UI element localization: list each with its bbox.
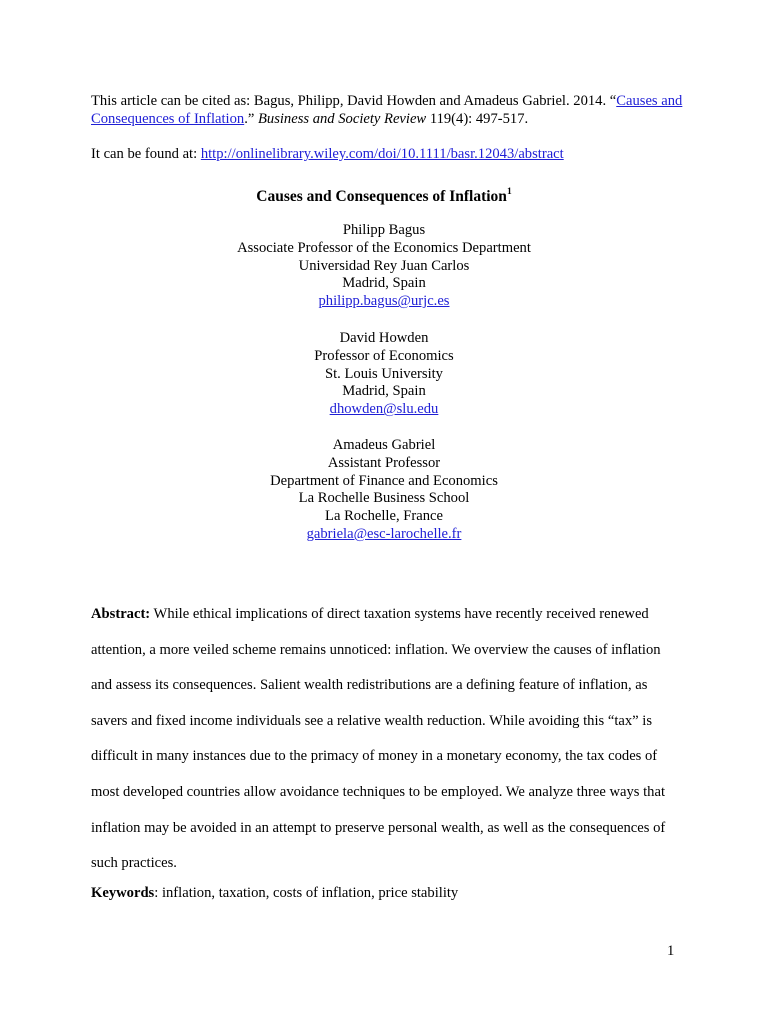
citation-after-link: .” [244, 110, 258, 127]
author-name: Amadeus Gabriel [332, 437, 436, 453]
author-location: Madrid, Spain [342, 275, 426, 292]
author-location: Madrid, Spain [342, 383, 426, 400]
paper-title-text: Causes and Consequences of Inflation [256, 188, 507, 206]
abstract-label: Abstract: [91, 606, 151, 622]
abstract-text: While ethical implications of direct taxation systems have recently received renewed attention, a more veiled scheme remains unnoticed: inflation. We overview the causes of inflation and assess its consequences. Salient wealth redistributions are a defining feature of inflation, as savers and fixed income individuals see a relative wealth reduction. While avoiding this “tax” is difficult in many instances due to the primacy of money in a monetary economy, the tax codes of most developed countries allow avoidance techniques to be employed. We analyze three ways that inflation may be avoided in an attempt to preserve personal wealth, as well as the consequences of such practices. [91, 606, 666, 872]
author-block-3 [0, 437, 768, 544]
abstract-paragraph [91, 597, 681, 882]
page-number: 1 [667, 943, 675, 959]
author-department: Department of Finance and Economics [270, 472, 498, 489]
author-institution: St. Louis University [325, 365, 443, 382]
author-location: La Rochelle, France [325, 508, 443, 525]
author-institution: La Rochelle Business School [298, 490, 470, 507]
author-position: Assistant Professor [327, 454, 441, 471]
keywords-label: Keywords [91, 885, 155, 901]
author-name: David Howden [339, 330, 429, 346]
author-institution: Universidad Rey Juan Carlos [298, 257, 470, 274]
author-position: Associate Professor of the Economics Department [237, 239, 531, 256]
article-title-link[interactable]: Causes and Consequences of Inflation [91, 93, 683, 127]
citation-paragraph [91, 93, 691, 128]
author-name: Philipp Bagus [342, 222, 426, 238]
found-at-line [91, 146, 564, 164]
author-block-1 [0, 222, 768, 311]
author-email-link[interactable]: dhowden@slu.edu [329, 401, 439, 418]
keywords-text: : inflation, taxation, costs of inflation, price stability [154, 885, 459, 901]
keywords-line [91, 883, 458, 903]
author-email-link[interactable]: philipp.bagus@urjc.es [318, 293, 450, 310]
citation-suffix: 119(4): 497-517. [426, 110, 529, 127]
article-url-link[interactable]: http://onlinelibrary.wiley.com/doi/10.1111/basr.12043/abstract [200, 146, 564, 162]
author-block-2 [0, 330, 768, 419]
author-position: Professor of Economics [314, 347, 454, 364]
author-email-link[interactable]: gabriela@esc-larochelle.fr [306, 525, 462, 542]
journal-name: Business and Society Review [257, 110, 427, 127]
found-prefix: It can be found at: [91, 146, 201, 162]
paper-title [0, 183, 768, 207]
title-footnote-marker: 1 [506, 187, 512, 197]
citation-prefix: This article can be cited as: Bagus, Philipp, David Howden and Amadeus Gabriel. 2014. “ [91, 93, 617, 109]
